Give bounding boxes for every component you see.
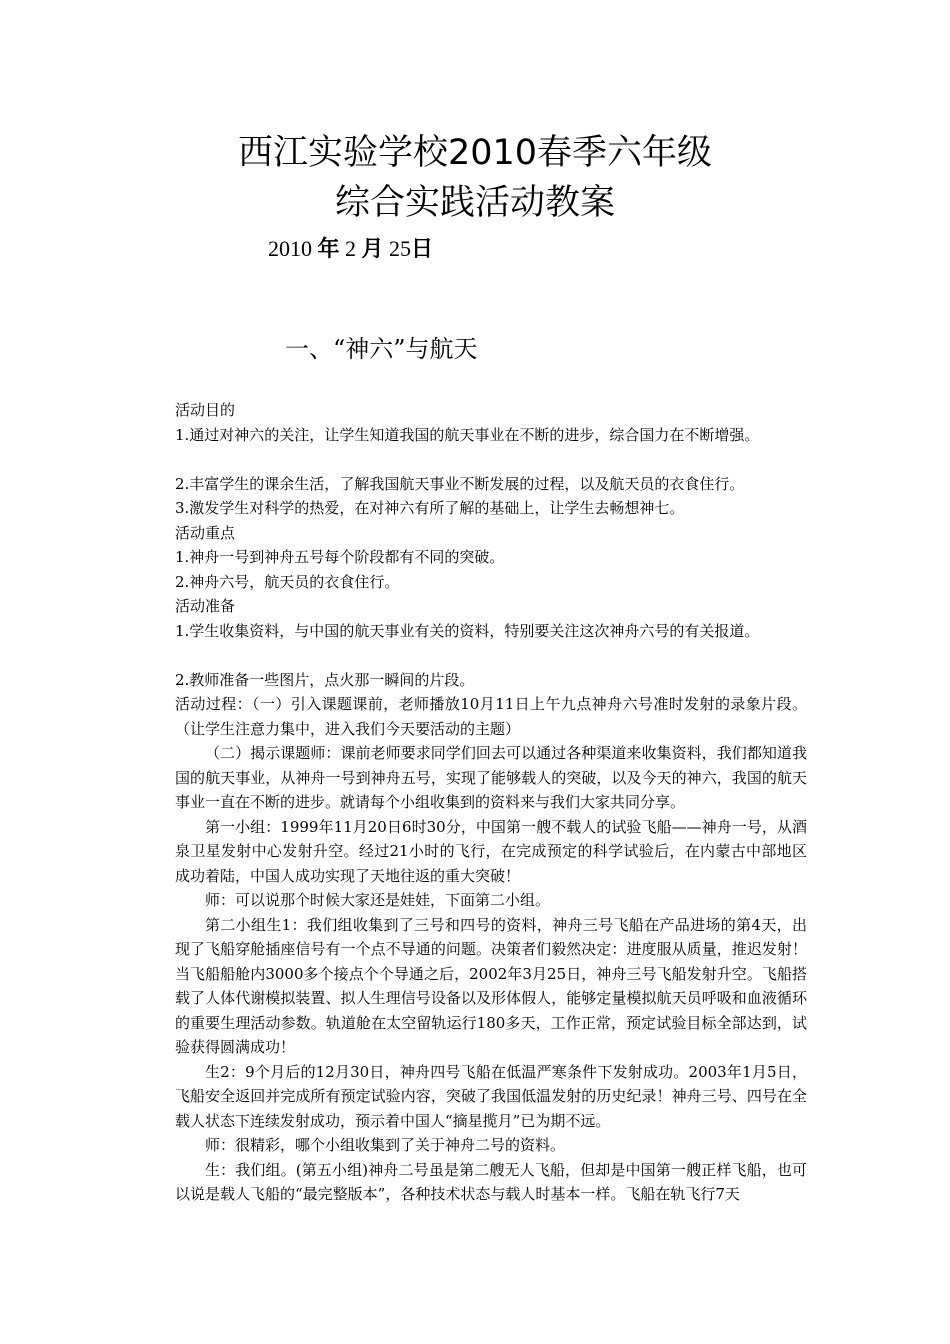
date-day-char: 日 [411, 236, 434, 261]
date-day: 25 [389, 236, 412, 261]
paragraph: 第二小组生1：我们组收集到了三号和四号的资料，神舟三号飞船在产品进场的第4天，出现了飞船穿舱插座信号有一个点不导通的问题。决策者们毅然决定：进度服从质量，推迟发射！当飞船船舱内3000多个接点个个导通之后，2002年3月25日，神舟三号飞船发射升空。飞船搭载了人体代谢模拟装置、拟人生理信号设备以及形体假人，能够定量模拟航天员呼吸和血液循环的重要生理活动参数。轨道舱在太空留轨运行180多天，工作正常，预定试验目标全部达到，试验获得圆满成功！ [175, 915, 807, 1056]
paragraph-spacer [175, 643, 807, 668]
paragraph: 1.神舟一号到神舟五号每个阶段都有不同的突破。 [175, 548, 505, 566]
paragraph: 第一小组：1999年11月20日6时30分，中国第一艘不载人的试验飞船——神舟一号，从酒泉卫星发射中心发射升空。经过21小时的飞行，在完成预定的科学试验后，在内蒙古中部地区成功着陆，中国人成功实现了天地往返的重大突破！ [175, 817, 807, 885]
date-year-char: 年 [317, 236, 340, 261]
paragraph: 1.学生收集资料，与中国的航天事业有关的资料，特别要关注这次神舟六号的有关报道。 [175, 621, 760, 640]
document-title-line1: 西江实验学校2010春季六年级 [237, 133, 713, 173]
paragraph: 生：我们组。(第五小组)神舟二号虽是第二艘无人飞船，但却是中国第一艘正样飞船，也可以说是载人飞船的“最完整版本”，各种技术状态与载人时基本一样。飞船在轨飞行7天 [175, 1160, 807, 1203]
paragraph: 生2：9个月后的12月30日，神舟四号飞船在低温严寒条件下发射成功。2003年1月5日，飞船安全返回并完成所有预定试验内容，突破了我国低温发射的历史纪录！神舟三号、四号在全载人状态下连续发射成功，预示着中国人“摘星揽月”已为期不远。 [175, 1062, 807, 1130]
paragraph: 师：很精彩，哪个小组收集到了关于神舟二号的资料。 [205, 1136, 566, 1154]
paragraph: （二）揭示课题师：课前老师要求同学们回去可以通过各种渠道来收集资料，我们都知道我国的航天事业，从神舟一号到神舟五号，实现了能够载人的突破，以及今天的神六，我国的航天事业一直在不断的进步。就请每个小组收集到的资料来与我们大家共同分享。 [175, 744, 807, 811]
paragraph-spacer [175, 447, 807, 472]
date-month: 2 [345, 236, 357, 261]
document-title-line2: 综合实践活动教案 [334, 183, 615, 223]
paragraph: 2.神舟六号，航天员的衣食住行。 [175, 572, 400, 591]
paragraph: 2.教师准备一些图片，点火那一瞬间的片段。 [175, 670, 475, 689]
paragraph: 2.丰富学生的课余生活，了解我国航天事业不断发展的过程，以及航天员的衣食住行。 [175, 474, 745, 493]
paragraph: 师：可以说那个时候大家还是娃娃，下面第二小组。 [205, 891, 551, 909]
section-title: 一、“神六”与航天 [285, 335, 478, 363]
paragraph: 1.通过对神六的关注，让学生知道我国的航天事业在不断的进步，综合国力在不断增强。 [175, 425, 760, 444]
document-date [268, 234, 433, 264]
paragraph: 活动过程：（一）引入课题课前，老师播放10月11日上午九点神舟六号准时发射的录象片段。（让学生注意力集中，进入我们今天要活动的主题） [175, 695, 807, 738]
date-month-char: 月 [361, 236, 384, 261]
date-year: 2010 [268, 236, 312, 261]
document-body [175, 398, 807, 1207]
paragraph: 活动准备 [175, 597, 236, 615]
paragraph: 3.激发学生对科学的热爱，在对神六有所了解的基础上，让学生去畅想神七。 [175, 499, 685, 517]
paragraph: 活动重点 [175, 523, 236, 542]
paragraph: 活动目的 [175, 401, 236, 419]
